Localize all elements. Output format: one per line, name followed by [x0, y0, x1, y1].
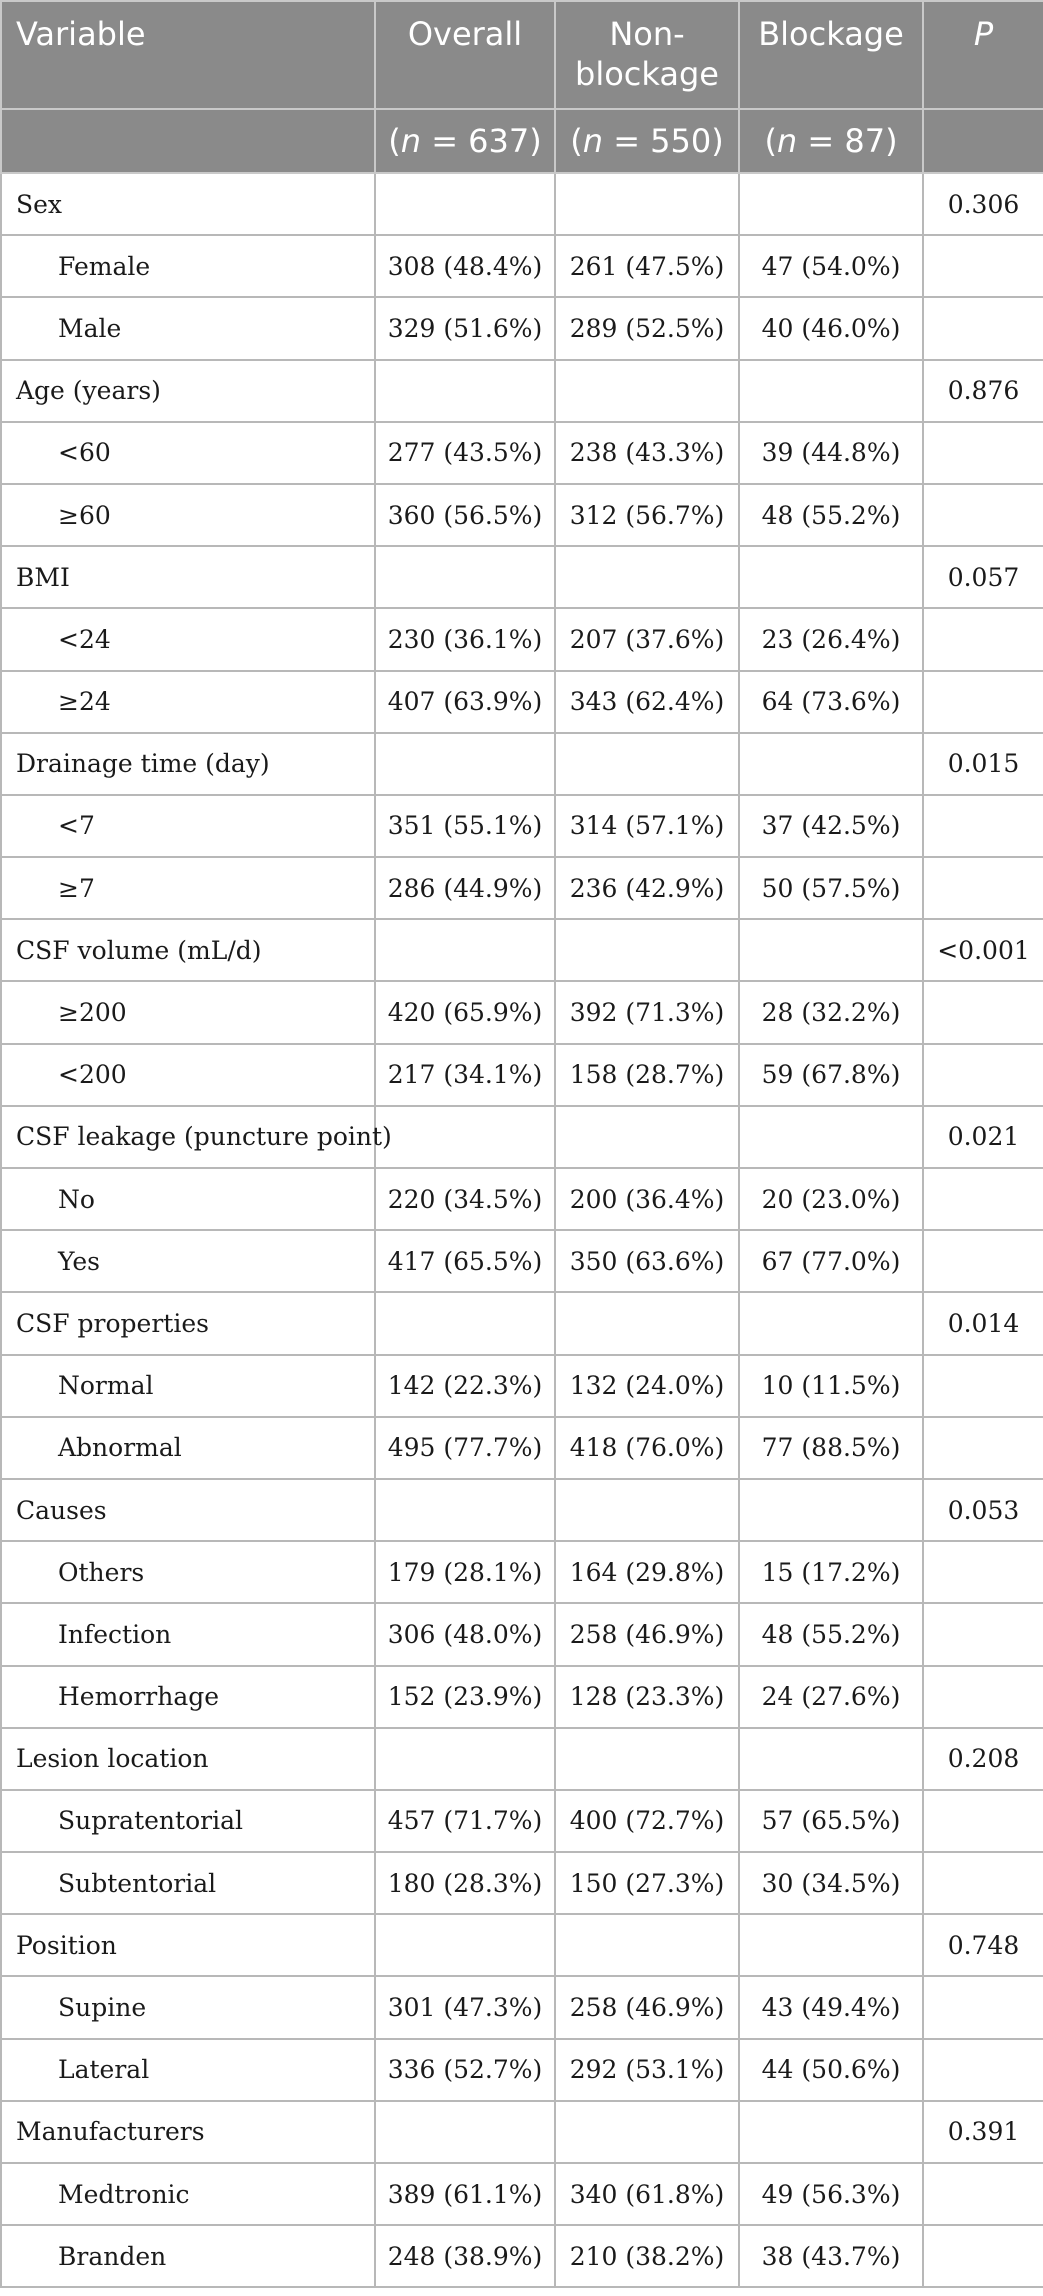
count-close-paren: ) — [885, 122, 898, 160]
cell-non-blockage — [555, 360, 739, 422]
cell-blockage: 44 (50.6%) — [739, 2039, 923, 2101]
table-row — [1, 608, 1043, 670]
cell-non-blockage: 200 (36.4%) — [555, 1168, 739, 1230]
table-row — [1, 981, 1043, 1043]
cell-blockage: 28 (32.2%) — [739, 981, 923, 1043]
table-row — [1, 173, 1043, 235]
table-row — [1, 2039, 1043, 2101]
cell-overall: 417 (65.5%) — [375, 1230, 555, 1292]
cell-non-blockage: 340 (61.8%) — [555, 2163, 739, 2225]
header-count-p-empty — [923, 109, 1043, 173]
table-row — [1, 795, 1043, 857]
cell-blockage: 49 (56.3%) — [739, 2163, 923, 2225]
table-row — [1, 1417, 1043, 1479]
cell-p-value — [923, 2039, 1043, 2101]
header-count-overall — [375, 109, 555, 173]
cell-blockage: 39 (44.8%) — [739, 422, 923, 484]
table-body — [1, 173, 1043, 2287]
header-row-labels — [1, 1, 1043, 109]
table-header — [1, 1, 1043, 173]
row-sublabel: Others — [1, 1541, 375, 1603]
table-row — [1, 1852, 1043, 1914]
cell-non-blockage: 207 (37.6%) — [555, 608, 739, 670]
cell-non-blockage: 150 (27.3%) — [555, 1852, 739, 1914]
cell-non-blockage — [555, 1479, 739, 1541]
header-count-empty — [1, 109, 375, 173]
cell-overall: 142 (22.3%) — [375, 1355, 555, 1417]
row-sublabel: Infection — [1, 1603, 375, 1665]
cell-p-value: 0.021 — [923, 1106, 1043, 1168]
table-row — [1, 235, 1043, 297]
cell-non-blockage — [555, 1728, 739, 1790]
cell-overall: 351 (55.1%) — [375, 795, 555, 857]
cell-non-blockage: 314 (57.1%) — [555, 795, 739, 857]
cell-blockage: 48 (55.2%) — [739, 1603, 923, 1665]
cell-non-blockage — [555, 1914, 739, 1976]
table-row — [1, 1044, 1043, 1106]
row-category-label: CSF volume (mL/d) — [1, 919, 375, 981]
cell-overall: 180 (28.3%) — [375, 1852, 555, 1914]
count-n-symbol: n — [400, 122, 422, 160]
cell-non-blockage — [555, 1292, 739, 1354]
row-sublabel: <7 — [1, 795, 375, 857]
cell-overall: 152 (23.9%) — [375, 1666, 555, 1728]
cell-blockage — [739, 360, 923, 422]
cell-p-value — [923, 1603, 1043, 1665]
row-category-label: Age (years) — [1, 360, 375, 422]
cell-blockage — [739, 919, 923, 981]
table-row — [1, 671, 1043, 733]
cell-p-value: 0.014 — [923, 1292, 1043, 1354]
row-sublabel: Male — [1, 297, 375, 359]
cell-non-blockage: 258 (46.9%) — [555, 1603, 739, 1665]
row-category-label: Drainage time (day) — [1, 733, 375, 795]
cell-overall: 457 (71.7%) — [375, 1790, 555, 1852]
cell-blockage: 30 (34.5%) — [739, 1852, 923, 1914]
cell-blockage: 67 (77.0%) — [739, 1230, 923, 1292]
cell-blockage: 43 (49.4%) — [739, 1976, 923, 2038]
cell-overall — [375, 919, 555, 981]
cell-non-blockage: 210 (38.2%) — [555, 2225, 739, 2287]
cell-non-blockage: 418 (76.0%) — [555, 1417, 739, 1479]
header-p-value: P — [923, 1, 1043, 109]
row-category-label: BMI — [1, 546, 375, 608]
cell-p-value — [923, 1044, 1043, 1106]
cell-blockage: 10 (11.5%) — [739, 1355, 923, 1417]
cell-blockage — [739, 1292, 923, 1354]
cell-p-value — [923, 1541, 1043, 1603]
cell-blockage: 15 (17.2%) — [739, 1541, 923, 1603]
cell-overall — [375, 1914, 555, 1976]
cell-overall — [375, 173, 555, 235]
cell-p-value — [923, 1230, 1043, 1292]
table-row — [1, 1914, 1043, 1976]
cell-p-value — [923, 857, 1043, 919]
row-sublabel: <200 — [1, 1044, 375, 1106]
cell-non-blockage: 164 (29.8%) — [555, 1541, 739, 1603]
table-row — [1, 1666, 1043, 1728]
cell-blockage — [739, 173, 923, 235]
count-equals: = — [797, 122, 845, 160]
cell-non-blockage — [555, 733, 739, 795]
cell-overall: 217 (34.1%) — [375, 1044, 555, 1106]
table-row — [1, 2101, 1043, 2163]
table-row — [1, 2163, 1043, 2225]
table-row — [1, 1355, 1043, 1417]
table-row — [1, 1976, 1043, 2038]
table-row — [1, 1230, 1043, 1292]
row-sublabel: No — [1, 1168, 375, 1230]
cell-overall — [375, 2101, 555, 2163]
cell-non-blockage — [555, 2101, 739, 2163]
cell-p-value — [923, 235, 1043, 297]
count-open-paren: ( — [764, 122, 777, 160]
cell-p-value — [923, 671, 1043, 733]
row-sublabel: Abnormal — [1, 1417, 375, 1479]
cell-p-value — [923, 981, 1043, 1043]
header-non-blockage-line1: Non- — [609, 15, 685, 53]
table-row — [1, 857, 1043, 919]
cell-blockage: 38 (43.7%) — [739, 2225, 923, 2287]
table-row — [1, 1603, 1043, 1665]
cell-blockage: 59 (67.8%) — [739, 1044, 923, 1106]
cell-non-blockage — [555, 1106, 739, 1168]
table-row — [1, 1790, 1043, 1852]
cell-p-value: 0.053 — [923, 1479, 1043, 1541]
cell-overall: 301 (47.3%) — [375, 1976, 555, 2038]
cell-p-value — [923, 1168, 1043, 1230]
cell-non-blockage: 128 (23.3%) — [555, 1666, 739, 1728]
header-row-counts — [1, 109, 1043, 173]
cell-blockage — [739, 1914, 923, 1976]
cell-blockage: 64 (73.6%) — [739, 671, 923, 733]
cell-blockage — [739, 2101, 923, 2163]
cell-p-value: <0.001 — [923, 919, 1043, 981]
cell-overall — [375, 733, 555, 795]
cell-overall: 495 (77.7%) — [375, 1417, 555, 1479]
cell-p-value — [923, 1976, 1043, 2038]
cell-p-value: 0.306 — [923, 173, 1043, 235]
cell-non-blockage: 258 (46.9%) — [555, 1976, 739, 2038]
row-category-label: Manufacturers — [1, 2101, 375, 2163]
cell-non-blockage: 236 (42.9%) — [555, 857, 739, 919]
row-category-label: Position — [1, 1914, 375, 1976]
cell-p-value — [923, 795, 1043, 857]
cell-non-blockage: 132 (24.0%) — [555, 1355, 739, 1417]
cell-p-value: 0.748 — [923, 1914, 1043, 1976]
row-sublabel: Medtronic — [1, 2163, 375, 2225]
table-row — [1, 297, 1043, 359]
cell-p-value — [923, 2163, 1043, 2225]
row-sublabel: Lateral — [1, 2039, 375, 2101]
count-equals: = — [421, 122, 469, 160]
row-sublabel: Normal — [1, 1355, 375, 1417]
table-row — [1, 422, 1043, 484]
cell-overall: 336 (52.7%) — [375, 2039, 555, 2101]
cell-overall: 329 (51.6%) — [375, 297, 555, 359]
header-count-blockage — [739, 109, 923, 173]
cell-blockage: 24 (27.6%) — [739, 1666, 923, 1728]
row-sublabel: Subtentorial — [1, 1852, 375, 1914]
count-close-paren: ) — [711, 122, 724, 160]
cell-overall — [375, 360, 555, 422]
table-row — [1, 1728, 1043, 1790]
cell-overall: 308 (48.4%) — [375, 235, 555, 297]
count-n-symbol: n — [582, 122, 604, 160]
cell-blockage: 48 (55.2%) — [739, 484, 923, 546]
table-row — [1, 1292, 1043, 1354]
cell-overall — [375, 1479, 555, 1541]
cell-p-value — [923, 1852, 1043, 1914]
header-overall: Overall — [375, 1, 555, 109]
cell-blockage — [739, 733, 923, 795]
cell-overall — [375, 546, 555, 608]
row-sublabel: ≥60 — [1, 484, 375, 546]
cell-overall: 277 (43.5%) — [375, 422, 555, 484]
cell-blockage — [739, 546, 923, 608]
header-non-blockage — [555, 1, 739, 109]
cell-blockage: 23 (26.4%) — [739, 608, 923, 670]
count-open-paren: ( — [570, 122, 583, 160]
row-category-label: CSF properties — [1, 1292, 375, 1354]
cell-blockage: 50 (57.5%) — [739, 857, 923, 919]
cell-p-value: 0.057 — [923, 546, 1043, 608]
table-row — [1, 919, 1043, 981]
header-non-blockage-line2: blockage — [575, 55, 719, 93]
cell-non-blockage — [555, 173, 739, 235]
cell-blockage: 77 (88.5%) — [739, 1417, 923, 1479]
header-blockage: Blockage — [739, 1, 923, 109]
cell-overall: 248 (38.9%) — [375, 2225, 555, 2287]
count-blockage-value: 87 — [844, 122, 886, 160]
cell-overall — [375, 1106, 555, 1168]
cell-overall: 306 (48.0%) — [375, 1603, 555, 1665]
row-sublabel: Yes — [1, 1230, 375, 1292]
cell-blockage — [739, 1479, 923, 1541]
cell-blockage: 37 (42.5%) — [739, 795, 923, 857]
cell-p-value: 0.015 — [923, 733, 1043, 795]
cell-non-blockage: 343 (62.4%) — [555, 671, 739, 733]
cell-p-value — [923, 1417, 1043, 1479]
cell-non-blockage: 400 (72.7%) — [555, 1790, 739, 1852]
table-row — [1, 1168, 1043, 1230]
row-category-label: CSF leakage (puncture point) — [1, 1106, 375, 1168]
cell-blockage: 20 (23.0%) — [739, 1168, 923, 1230]
cell-non-blockage: 312 (56.7%) — [555, 484, 739, 546]
row-category-label: Causes — [1, 1479, 375, 1541]
table-row — [1, 360, 1043, 422]
count-equals: = — [603, 122, 651, 160]
cell-overall: 360 (56.5%) — [375, 484, 555, 546]
cell-overall: 179 (28.1%) — [375, 1541, 555, 1603]
cell-blockage: 47 (54.0%) — [739, 235, 923, 297]
cell-overall: 220 (34.5%) — [375, 1168, 555, 1230]
row-sublabel: <24 — [1, 608, 375, 670]
cell-non-blockage: 350 (63.6%) — [555, 1230, 739, 1292]
cell-overall — [375, 1728, 555, 1790]
cell-overall: 420 (65.9%) — [375, 981, 555, 1043]
cell-p-value — [923, 608, 1043, 670]
table-row — [1, 484, 1043, 546]
row-sublabel: Female — [1, 235, 375, 297]
row-category-label: Sex — [1, 173, 375, 235]
row-sublabel: <60 — [1, 422, 375, 484]
cell-overall: 389 (61.1%) — [375, 2163, 555, 2225]
cell-p-value — [923, 484, 1043, 546]
cell-non-blockage — [555, 546, 739, 608]
row-sublabel: Supratentorial — [1, 1790, 375, 1852]
cell-non-blockage — [555, 919, 739, 981]
cell-p-value — [923, 422, 1043, 484]
cell-non-blockage: 392 (71.3%) — [555, 981, 739, 1043]
cell-p-value — [923, 297, 1043, 359]
row-sublabel: Branden — [1, 2225, 375, 2287]
table-row — [1, 2225, 1043, 2287]
cell-p-value — [923, 1355, 1043, 1417]
cell-overall: 407 (63.9%) — [375, 671, 555, 733]
row-sublabel: ≥7 — [1, 857, 375, 919]
cell-p-value — [923, 1790, 1043, 1852]
cell-p-value: 0.876 — [923, 360, 1043, 422]
cell-p-value: 0.208 — [923, 1728, 1043, 1790]
header-count-non-blockage — [555, 109, 739, 173]
table-row — [1, 1541, 1043, 1603]
table-row — [1, 546, 1043, 608]
cell-blockage: 57 (65.5%) — [739, 1790, 923, 1852]
cell-overall — [375, 1292, 555, 1354]
count-non-blockage-value: 550 — [650, 122, 712, 160]
cell-blockage — [739, 1106, 923, 1168]
cell-non-blockage: 292 (53.1%) — [555, 2039, 739, 2101]
count-open-paren: ( — [388, 122, 401, 160]
row-sublabel: ≥200 — [1, 981, 375, 1043]
row-sublabel: ≥24 — [1, 671, 375, 733]
cell-non-blockage: 289 (52.5%) — [555, 297, 739, 359]
header-variable: Variable — [1, 1, 375, 109]
row-sublabel: Supine — [1, 1976, 375, 2038]
cell-p-value — [923, 2225, 1043, 2287]
row-category-label: Lesion location — [1, 1728, 375, 1790]
count-close-paren: ) — [529, 122, 542, 160]
cell-non-blockage: 238 (43.3%) — [555, 422, 739, 484]
cell-p-value: 0.391 — [923, 2101, 1043, 2163]
cell-p-value — [923, 1666, 1043, 1728]
cell-blockage — [739, 1728, 923, 1790]
cell-non-blockage: 261 (47.5%) — [555, 235, 739, 297]
cell-non-blockage: 158 (28.7%) — [555, 1044, 739, 1106]
table-row — [1, 1106, 1043, 1168]
count-n-symbol: n — [776, 122, 798, 160]
cell-overall: 230 (36.1%) — [375, 608, 555, 670]
row-sublabel: Hemorrhage — [1, 1666, 375, 1728]
cell-overall: 286 (44.9%) — [375, 857, 555, 919]
cell-blockage: 40 (46.0%) — [739, 297, 923, 359]
count-overall-value: 637 — [468, 122, 530, 160]
table-row — [1, 1479, 1043, 1541]
table-row — [1, 733, 1043, 795]
